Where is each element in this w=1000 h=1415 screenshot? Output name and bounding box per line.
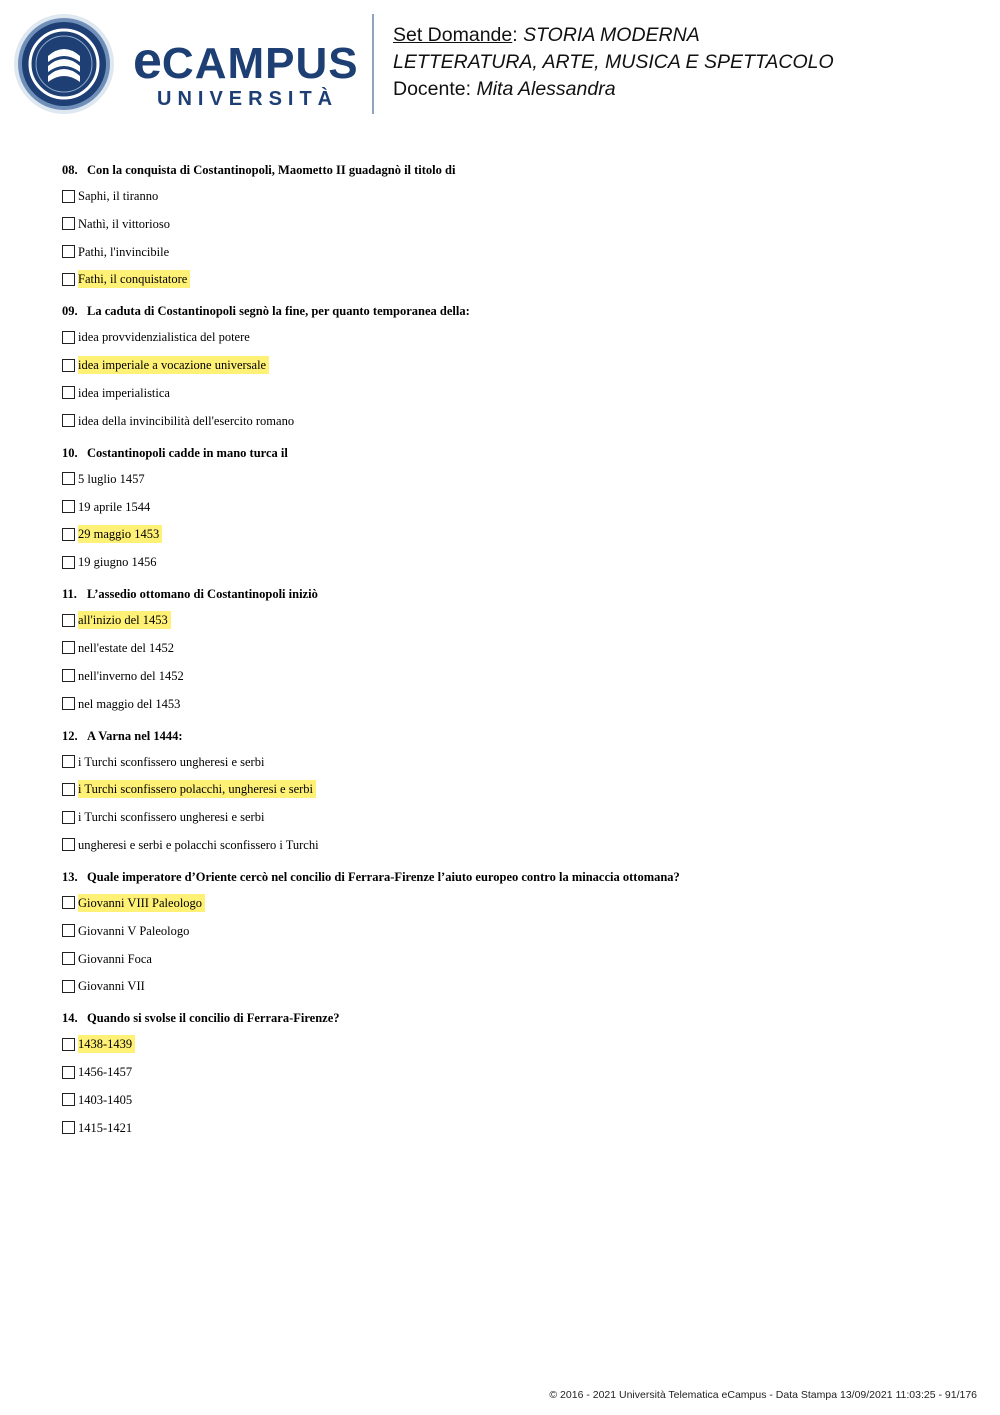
answer-option[interactable] <box>62 214 962 234</box>
answer-option[interactable] <box>62 835 962 855</box>
answer-checkbox[interactable] <box>62 952 75 965</box>
answer-option[interactable] <box>62 893 962 913</box>
answer-checkbox[interactable] <box>62 669 75 682</box>
question-text: Costantinopoli cadde in mano turca il <box>87 445 288 460</box>
answer-checkbox[interactable] <box>62 500 75 513</box>
answer-text: Pathi, l'invincibile <box>78 244 170 259</box>
question-block <box>62 303 962 430</box>
answer-checkbox[interactable] <box>62 1093 75 1106</box>
answer-checkbox[interactable] <box>62 331 75 344</box>
answer-checkbox[interactable] <box>62 697 75 710</box>
answer-checkbox[interactable] <box>62 359 75 372</box>
answer-text: Giovanni VII <box>78 979 145 994</box>
answer-option[interactable] <box>62 327 962 347</box>
question-text: A Varna nel 1444: <box>87 728 183 743</box>
answer-text: ungheresi e serbi e polacchi sconfissero i Turchi <box>78 837 319 852</box>
question-text: L’assedio ottomano di Costantinopoli iniziò <box>87 587 318 602</box>
answer-option[interactable] <box>62 779 962 799</box>
answer-text-correct: all'inizio del 1453 <box>78 611 171 629</box>
answer-option[interactable] <box>62 752 962 772</box>
answer-text: nell'inverno del 1452 <box>78 668 184 683</box>
answer-option[interactable] <box>62 552 962 572</box>
answer-text: 19 aprile 1544 <box>78 499 151 514</box>
question-text: Quando si svolse il concilio di Ferrara-Firenze? <box>87 1011 340 1026</box>
answer-option[interactable] <box>62 1090 962 1110</box>
answer-text: i Turchi sconfissero ungheresi e serbi <box>78 810 265 825</box>
answer-option[interactable] <box>62 638 962 658</box>
answer-checkbox[interactable] <box>62 1038 75 1051</box>
answer-option[interactable] <box>62 976 962 996</box>
question-list <box>62 162 962 1152</box>
question-block <box>62 586 962 713</box>
question-number: 10. <box>62 445 78 460</box>
answer-option[interactable] <box>62 355 962 375</box>
set-value: STORIA MODERNA <box>523 24 700 46</box>
answer-text: idea imperialistica <box>78 385 170 400</box>
answer-checkbox[interactable] <box>62 472 75 485</box>
question-number: 13. <box>62 869 78 884</box>
answer-option[interactable] <box>62 949 962 969</box>
question-title <box>62 445 962 461</box>
answer-checkbox[interactable] <box>62 190 75 203</box>
question-block <box>62 869 962 996</box>
question-text: Quale imperatore d’Oriente cercò nel concilio di Ferrara-Firenze l’aiuto europeo contro la minaccia ottomana? <box>87 869 680 884</box>
question-number: 08. <box>62 163 78 177</box>
answer-text: Nathì, il vittorioso <box>78 216 171 231</box>
answer-text-correct: Giovanni VIII Paleologo <box>78 894 205 912</box>
set-category: LETTERATURA, ARTE, MUSICA E SPETTACOLO <box>393 51 834 73</box>
answer-text: 1403-1405 <box>78 1092 133 1107</box>
answer-checkbox[interactable] <box>62 273 75 286</box>
answer-text: Giovanni V Paleologo <box>78 923 190 938</box>
answer-text-correct: i Turchi sconfissero polacchi, ungheresi e serbi <box>78 780 316 798</box>
question-title <box>62 728 962 744</box>
answer-checkbox[interactable] <box>62 528 75 541</box>
answer-text: 1415-1421 <box>78 1120 133 1135</box>
answer-text: idea della invincibilità dell'esercito romano <box>78 413 295 428</box>
question-block <box>62 728 962 855</box>
question-number: 12. <box>62 728 78 743</box>
answer-option[interactable] <box>62 666 962 686</box>
answer-checkbox[interactable] <box>62 614 75 627</box>
answer-checkbox[interactable] <box>62 755 75 768</box>
teacher-label: Docente: <box>393 78 477 100</box>
answer-text: i Turchi sconfissero ungheresi e serbi <box>78 754 265 769</box>
brand-name: CAMPUS <box>161 39 359 88</box>
brand-subtitle: UNIVERSITÀ <box>157 88 339 110</box>
answer-checkbox[interactable] <box>62 386 75 399</box>
page-footer: © 2016 - 2021 Università Telematica eCampus - Data Stampa 13/09/2021 11:03:25 - 91/176 <box>549 1389 977 1401</box>
set-info <box>393 22 834 103</box>
answer-text-correct: idea imperiale a vocazione universale <box>78 356 269 374</box>
answer-checkbox[interactable] <box>62 783 75 796</box>
header-divider <box>372 14 374 114</box>
question-block <box>62 1010 962 1137</box>
answer-text: Saphi, il tiranno <box>78 189 159 203</box>
answer-text: Giovanni Foca <box>78 951 152 966</box>
answer-option[interactable] <box>62 469 962 489</box>
answer-option[interactable] <box>62 383 962 403</box>
answer-text: 5 luglio 1457 <box>78 471 145 486</box>
answer-option[interactable] <box>62 524 962 544</box>
ecampus-seal-logo <box>12 12 116 121</box>
set-separator: : <box>512 24 524 46</box>
question-text: Con la conquista di Costantinopoli, Maometto II guadagnò il titolo di <box>87 163 456 177</box>
question-number: 11. <box>62 587 77 602</box>
set-label: Set Domande <box>393 24 513 46</box>
question-number: 14. <box>62 1011 78 1026</box>
answer-checkbox[interactable] <box>62 556 75 569</box>
answer-option[interactable] <box>62 807 962 827</box>
answer-option[interactable] <box>62 186 962 206</box>
answer-option[interactable] <box>62 269 962 289</box>
answer-checkbox[interactable] <box>62 1066 75 1079</box>
answer-text-correct: 29 maggio 1453 <box>78 525 162 543</box>
answer-option[interactable] <box>62 497 962 517</box>
answer-option[interactable] <box>62 1118 962 1138</box>
brand-e-glyph: e <box>133 32 162 90</box>
answer-text-correct: 1438-1439 <box>78 1035 135 1053</box>
answer-checkbox[interactable] <box>62 838 75 851</box>
answer-checkbox[interactable] <box>62 924 75 937</box>
question-block <box>62 445 962 572</box>
answer-checkbox[interactable] <box>62 811 75 824</box>
answer-option[interactable] <box>62 411 962 431</box>
answer-checkbox[interactable] <box>62 1121 75 1134</box>
page-header <box>0 0 1000 130</box>
answer-option[interactable] <box>62 242 962 262</box>
answer-checkbox[interactable] <box>62 245 75 258</box>
ecampus-wordmark <box>133 32 359 111</box>
answer-option[interactable] <box>62 1062 962 1082</box>
answer-option[interactable] <box>62 1034 962 1054</box>
teacher-name: Mita Alessandra <box>476 78 616 100</box>
question-title <box>62 162 962 178</box>
answer-text: nel maggio del 1453 <box>78 696 181 711</box>
answer-text: 1456-1457 <box>78 1065 133 1080</box>
answer-text: 19 giugno 1456 <box>78 555 157 570</box>
question-title <box>62 586 962 602</box>
answer-text: idea provvidenzialistica del potere <box>78 330 250 345</box>
answer-checkbox[interactable] <box>62 217 75 230</box>
answer-checkbox[interactable] <box>62 896 75 909</box>
answer-checkbox[interactable] <box>62 980 75 993</box>
answer-option[interactable] <box>62 694 962 714</box>
question-title <box>62 303 962 319</box>
answer-checkbox[interactable] <box>62 641 75 654</box>
question-title <box>62 1010 962 1026</box>
question-number: 09. <box>62 304 78 319</box>
question-text: La caduta di Costantinopoli segnò la fine, per quanto temporanea della: <box>87 304 470 319</box>
answer-option[interactable] <box>62 610 962 630</box>
question-block <box>62 162 962 289</box>
answer-checkbox[interactable] <box>62 414 75 427</box>
answer-option[interactable] <box>62 921 962 941</box>
answer-text-correct: Fathi, il conquistatore <box>78 270 190 288</box>
answer-text: nell'estate del 1452 <box>78 640 174 655</box>
question-title <box>62 869 962 885</box>
